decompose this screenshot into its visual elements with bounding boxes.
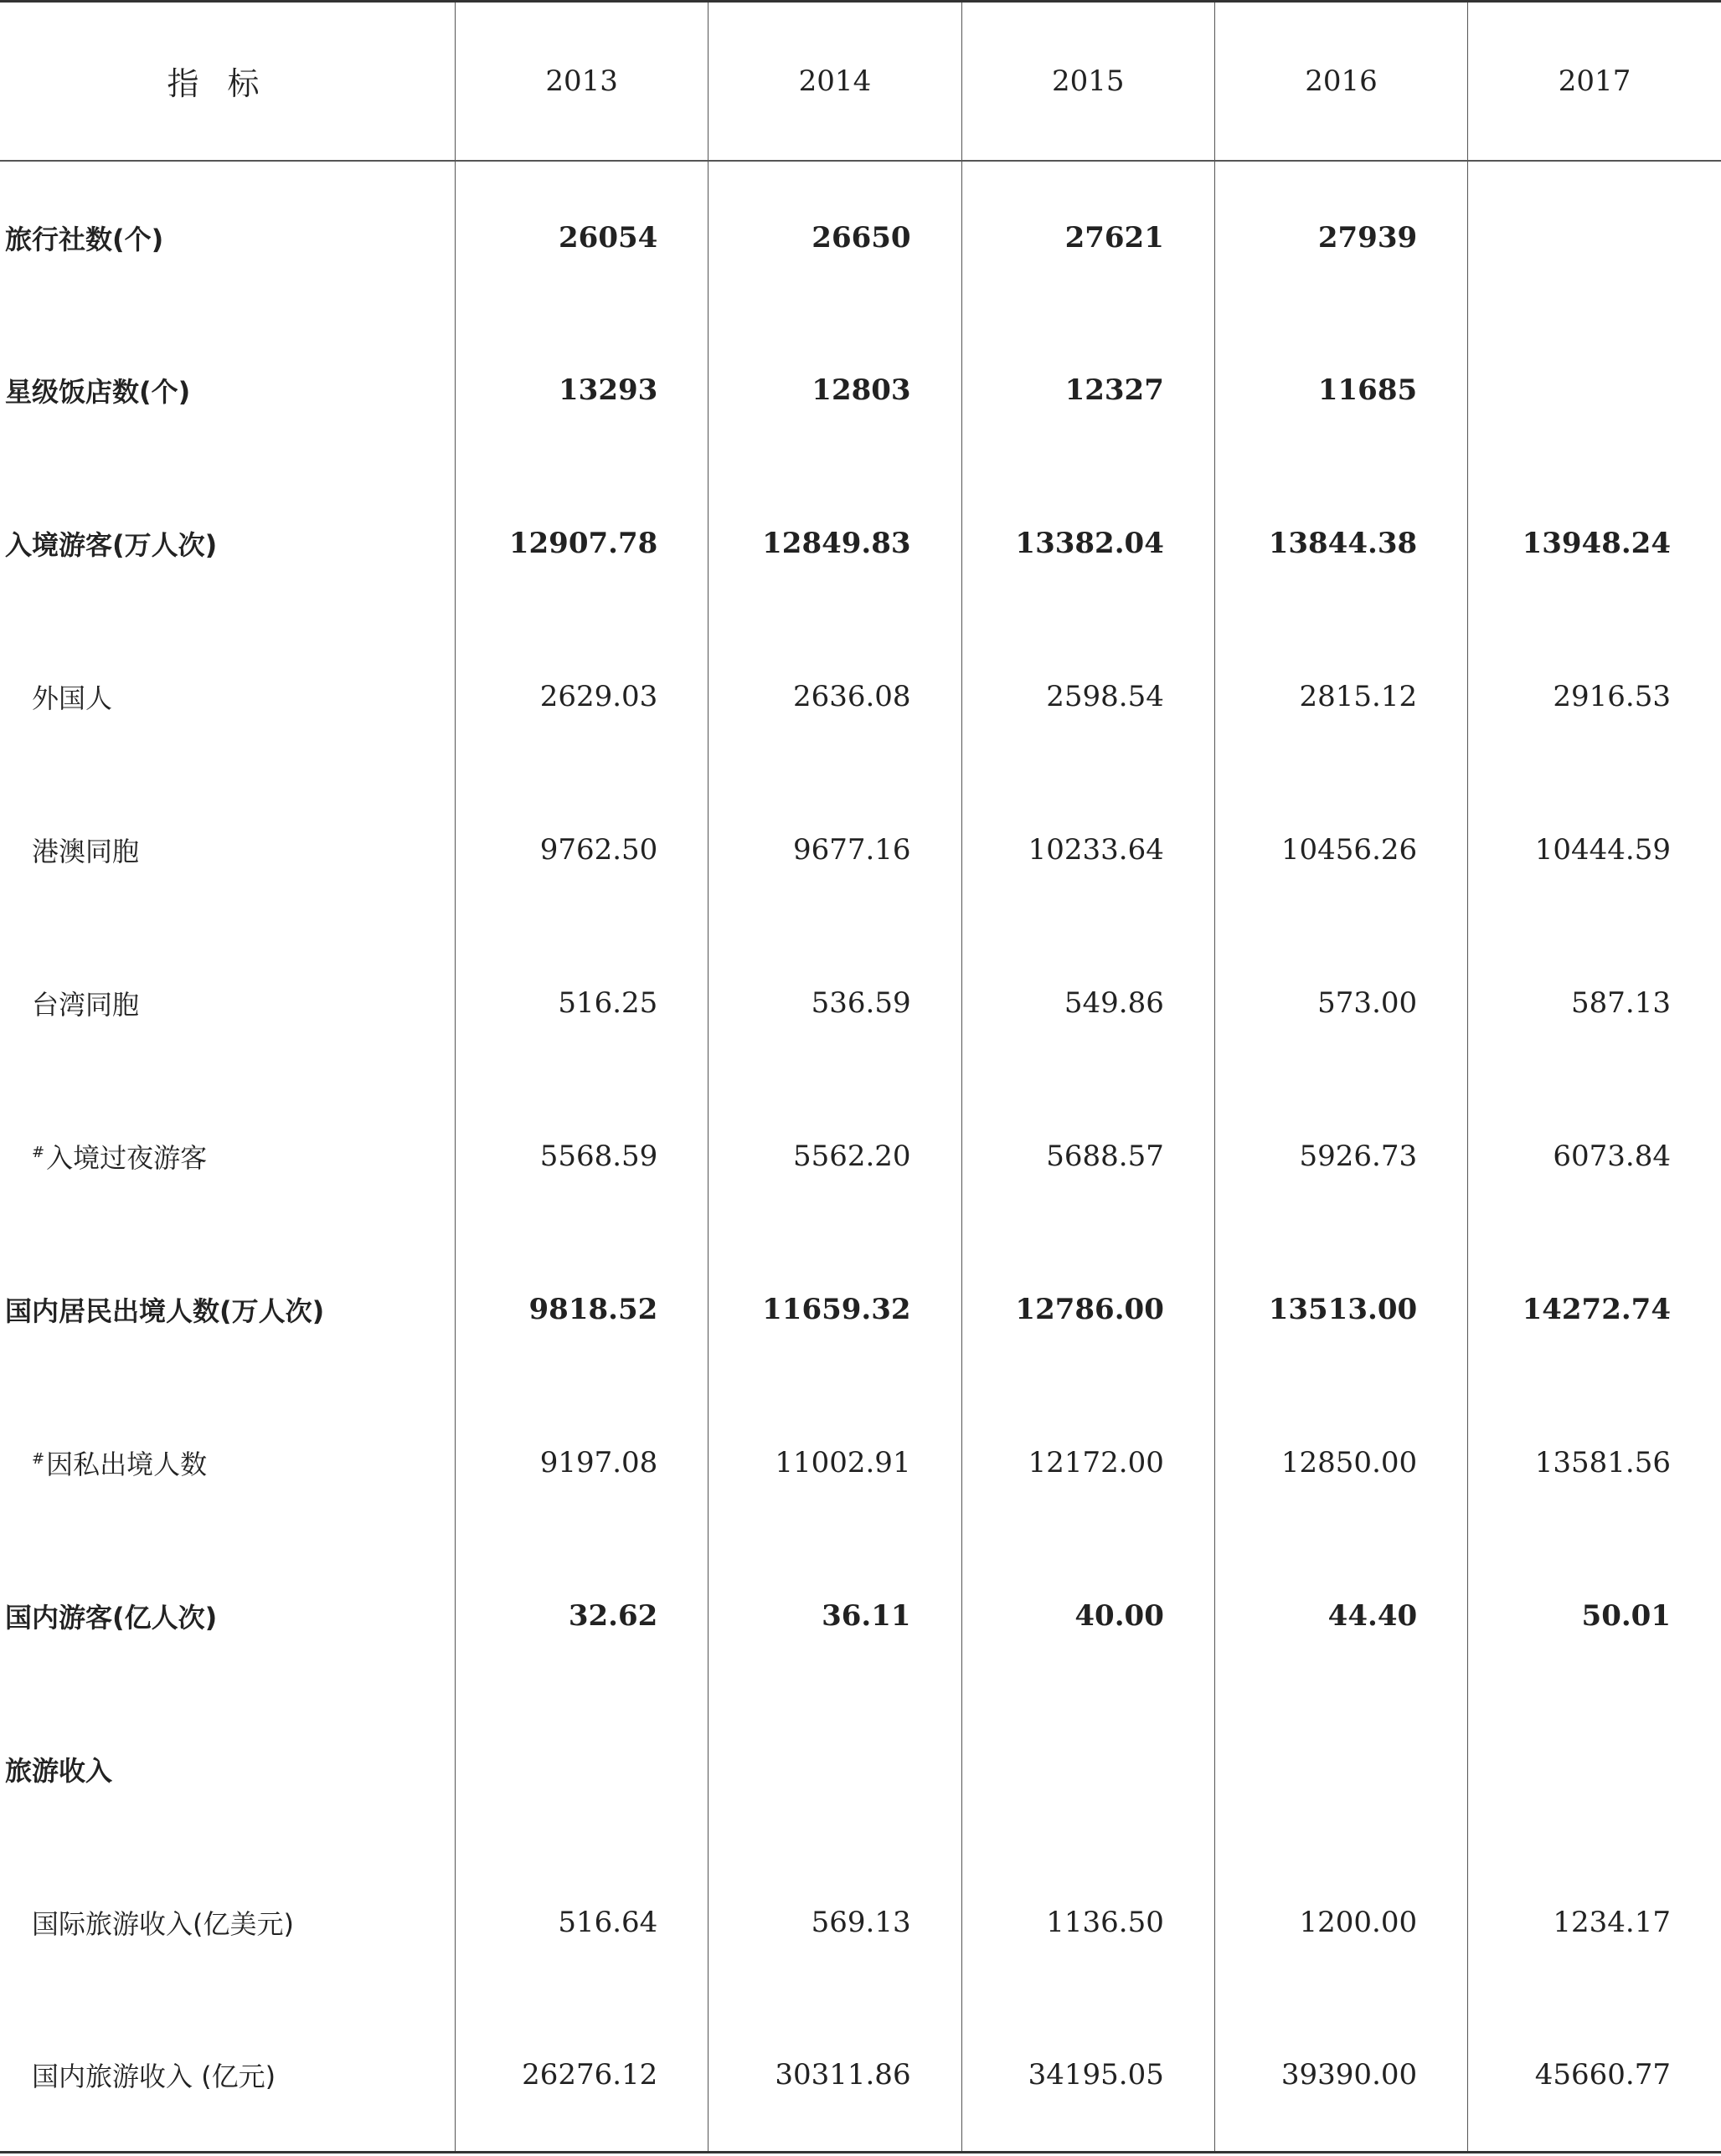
value-cell: 12327 (961, 314, 1214, 467)
row-label-cell (0, 1233, 456, 1387)
row-label: 外国人 (32, 682, 113, 714)
value-cell: 12172.00 (961, 1387, 1214, 1540)
value-cell: 573.00 (1214, 927, 1467, 1080)
value-cell: 1234.17 (1468, 1846, 1721, 1999)
value-cell: 2636.08 (708, 620, 961, 774)
value-cell: 9818.52 (456, 1233, 708, 1387)
value-cell: 6073.84 (1468, 1080, 1721, 1233)
value-cell (961, 1693, 1214, 1846)
value-cell: 12907.78 (456, 467, 708, 620)
value-cell: 11659.32 (708, 1233, 961, 1387)
value-cell: 1136.50 (961, 1846, 1214, 1999)
hash-mark: # (32, 1450, 45, 1469)
value-cell: 2815.12 (1214, 620, 1467, 774)
table-row (0, 1387, 1721, 1540)
row-label: 入境过夜游客 (46, 1142, 208, 1174)
row-label: 旅游收入 (5, 1755, 113, 1787)
value-cell: 27939 (1214, 161, 1467, 314)
row-label: 国内游客(亿人次) (5, 1602, 218, 1634)
row-label-cell (0, 1387, 456, 1540)
value-cell (1214, 1693, 1467, 1846)
hash-mark: # (32, 1144, 45, 1162)
value-cell: 13293 (456, 314, 708, 467)
value-cell (1468, 161, 1721, 314)
value-cell: 2916.53 (1468, 620, 1721, 774)
row-label: 国内居民出境人数(万人次) (5, 1295, 325, 1327)
header-year: 2016 (1214, 2, 1467, 161)
value-cell: 9762.50 (456, 774, 708, 927)
value-cell: 44.40 (1214, 1540, 1467, 1693)
value-cell: 50.01 (1468, 1540, 1721, 1693)
value-cell: 11002.91 (708, 1387, 961, 1540)
table-row (0, 314, 1721, 467)
value-cell: 10233.64 (961, 774, 1214, 927)
value-cell: 32.62 (456, 1540, 708, 1693)
value-cell: 536.59 (708, 927, 961, 1080)
value-cell: 30311.86 (708, 1999, 961, 2153)
value-cell: 26650 (708, 161, 961, 314)
value-cell: 2598.54 (961, 620, 1214, 774)
value-cell: 34195.05 (961, 1999, 1214, 2153)
value-cell: 45660.77 (1468, 1999, 1721, 2153)
row-label: 入境游客(万人次) (5, 529, 218, 561)
value-cell: 36.11 (708, 1540, 961, 1693)
value-cell: 12850.00 (1214, 1387, 1467, 1540)
row-label-cell (0, 467, 456, 620)
value-cell: 26054 (456, 161, 708, 314)
value-cell: 2629.03 (456, 620, 708, 774)
row-label: 旅行社数(个) (5, 223, 164, 255)
value-cell: 587.13 (1468, 927, 1721, 1080)
table-row (0, 1693, 1721, 1846)
table-body (0, 161, 1721, 2153)
row-label-cell (0, 927, 456, 1080)
value-cell: 10456.26 (1214, 774, 1467, 927)
row-label: 国内旅游收入 (亿元) (32, 2061, 276, 2093)
row-label-cell (0, 1080, 456, 1233)
row-label-cell (0, 1540, 456, 1693)
row-label: 因私出境人数 (46, 1448, 208, 1480)
row-label-cell (0, 1846, 456, 1999)
value-cell: 516.25 (456, 927, 708, 1080)
row-label-cell (0, 314, 456, 467)
value-cell: 12803 (708, 314, 961, 467)
row-label-cell (0, 774, 456, 927)
header-year: 2013 (456, 2, 708, 161)
row-label: 港澳同胞 (32, 836, 140, 867)
value-cell (1468, 314, 1721, 467)
value-cell: 13948.24 (1468, 467, 1721, 620)
value-cell: 569.13 (708, 1846, 961, 1999)
value-cell: 12786.00 (961, 1233, 1214, 1387)
value-cell: 11685 (1214, 314, 1467, 467)
value-cell: 549.86 (961, 927, 1214, 1080)
table-row (0, 1080, 1721, 1233)
header-year: 2015 (961, 2, 1214, 161)
value-cell: 13581.56 (1468, 1387, 1721, 1540)
value-cell: 10444.59 (1468, 774, 1721, 927)
value-cell: 9197.08 (456, 1387, 708, 1540)
row-label-cell (0, 161, 456, 314)
value-cell: 5926.73 (1214, 1080, 1467, 1233)
value-cell: 13513.00 (1214, 1233, 1467, 1387)
header-row (0, 2, 1721, 161)
value-cell: 5688.57 (961, 1080, 1214, 1233)
value-cell: 40.00 (961, 1540, 1214, 1693)
value-cell (456, 1693, 708, 1846)
row-label: 台湾同胞 (32, 989, 140, 1021)
value-cell (708, 1693, 961, 1846)
value-cell: 516.64 (456, 1846, 708, 1999)
table-row (0, 1999, 1721, 2153)
table-row (0, 620, 1721, 774)
table-row (0, 1233, 1721, 1387)
value-cell: 39390.00 (1214, 1999, 1467, 2153)
header-indicator: 指标 (0, 2, 456, 161)
row-label: 星级饭店数(个) (5, 376, 191, 408)
table-row (0, 161, 1721, 314)
value-cell: 13844.38 (1214, 467, 1467, 620)
table-row (0, 927, 1721, 1080)
table-row (0, 1540, 1721, 1693)
row-label-cell (0, 1693, 456, 1846)
row-label-cell (0, 1999, 456, 2153)
header-year: 2017 (1468, 2, 1721, 161)
table-row (0, 774, 1721, 927)
value-cell: 1200.00 (1214, 1846, 1467, 1999)
value-cell: 5562.20 (708, 1080, 961, 1233)
value-cell (1468, 1693, 1721, 1846)
header-year: 2014 (708, 2, 961, 161)
row-label: 国际旅游收入(亿美元) (32, 1908, 294, 1940)
table-row (0, 467, 1721, 620)
value-cell: 27621 (961, 161, 1214, 314)
table-row (0, 1846, 1721, 1999)
value-cell: 13382.04 (961, 467, 1214, 620)
value-cell: 26276.12 (456, 1999, 708, 2153)
value-cell: 9677.16 (708, 774, 961, 927)
value-cell: 12849.83 (708, 467, 961, 620)
value-cell: 14272.74 (1468, 1233, 1721, 1387)
row-label-cell (0, 620, 456, 774)
value-cell: 5568.59 (456, 1080, 708, 1233)
